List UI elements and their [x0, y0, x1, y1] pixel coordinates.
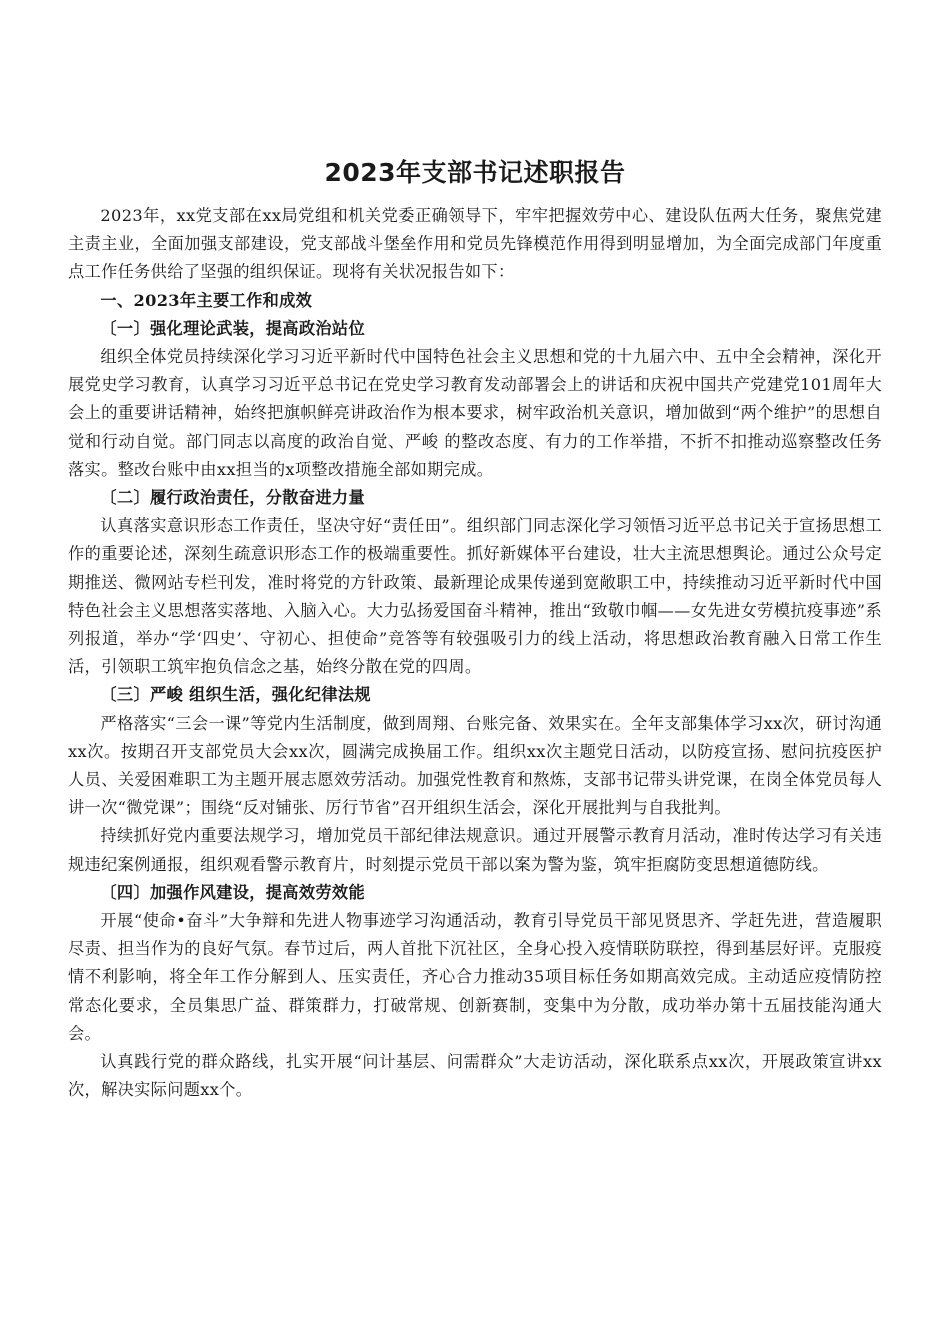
subsection-1-paragraph-1: 组织全体党员持续深化学习习近平新时代中国特色社会主义思想和党的十九届六中、五中全会精神，深化开展党史学习教育，认真学习习近平总书记在党史学习教育发动部署会上的讲话和庆祝中国共产党建党101周年大会上的重要讲话精神，始终把旗帜鲜亮讲政治作为根本要求，树牢政治机关意识，增加做到“两个维护”的思想自觉和行动自觉。部门同志以高度的政治自觉、严峻 的整改态度、有力的工作举措，不折不扣推动巡察整改任务落实。整改台账中由xx担当的x项整改措施全部如期完成。: [68, 347, 882, 479]
subsection-heading-1: 〔一〕强化理论武装，提高政治站位: [100, 318, 365, 338]
subsection-heading-2: 〔二〕履行政治责任，分散奋进力量: [100, 488, 365, 508]
document-page: [68, 150, 882, 1105]
subsection-heading-3: 〔三〕严峻 组织生活，强化纪律法规: [100, 685, 371, 705]
document-title: 2023年支部书记述职报告: [324, 158, 626, 187]
subsection-3-paragraph-2: 持续抓好党内重要法规学习，增加党员干部纪律法规意识。通过开展警示教育月活动，准时传达学习有关违规违纪案例通报，组织观看警示教育片，时刻提示党员干部以案为警为鉴，筑牢拒腐防变思想道德防线。: [68, 826, 882, 874]
intro-paragraph: 2023年，xx党支部在xx局党组和机关党委正确领导下，牢牢把握效劳中心、建设队伍两大任务，聚焦党建主责主业，全面加强支部建设，党支部战斗堡垒作用和党员先锋模范作用得到明显增加，为全面完成部门年度重点工作任务供给了坚强的组织保证。现将有关状况报告如下：: [68, 206, 882, 282]
section-heading-1: 一、2023年主要工作和成效: [100, 290, 313, 310]
subsection-4-paragraph-1: 开展“使命•奋斗”大争辩和先进人物事迹学习沟通活动，教育引导党员干部见贤思齐、学赶先进，营造履职尽责、担当作为的良好气氛。春节过后，两人首批下沉社区，全身心投入疫情联防联控，得到基层好评。克服疫情不利影响，将全年工作分解到人、压实责任，齐心合力推动35项目标任务如期高效完成。主动适应疫情防控常态化要求，全员集思广益、群策群力，打破常规、创新赛制，变集中为分散，成功举办第十五届技能沟通大会。: [68, 911, 882, 1043]
subsection-3-paragraph-1: 严格落实“三会一课”等党内生活制度，做到周翔、台账完备、效果实在。全年支部集体学习xx次，研讨沟通xx次。按期召开支部党员大会xx次，圆满完成换届工作。组织xx次主题党日活动，以防疫宣扬、慰问抗疫医护人员、关爱困难职工为主题开展志愿效劳活动。加强党性教育和熬炼，支部书记带头讲党课，在岗全体党员每人讲一次“微党课”；围绕“反对铺张、厉行节省”召开组织生活会，深化开展批判与自我批判。: [68, 713, 882, 818]
subsection-2-paragraph-1: 认真落实意识形态工作责任，坚决守好“责任田”。组织部门同志深化学习领悟习近平总书记关于宣扬思想工作的重要论述，深刻生疏意识形态工作的极端重要性。抓好新媒体平台建设，壮大主流思想舆论。通过公众号定期推送、微网站专栏刊发，准时将党的方针政策、最新理论成果传递到宽敞职工中，持续推动习近平新时代中国特色社会主义思想落实落地、入脑入心。大力弘扬爱国奋斗精神，推出“致敬巾帼——女先进女劳模抗疫事迹”系列报道，举办“学‘四史’、守初心、担使命”竞答等有较强吸引力的线上活动，将思想政治教育融入日常工作生活，引领职工筑牢抱负信念之基，始终分散在党的四周。: [68, 516, 882, 677]
subsection-heading-4: 〔四〕加强作风建设，提高效劳效能: [100, 882, 365, 902]
subsection-4-paragraph-2: 认真践行党的群众路线，扎实开展“问计基层、问需群众”大走访活动，深化联系点xx次，开展政策宣讲xx次，解决实际问题xx个。: [68, 1052, 882, 1100]
